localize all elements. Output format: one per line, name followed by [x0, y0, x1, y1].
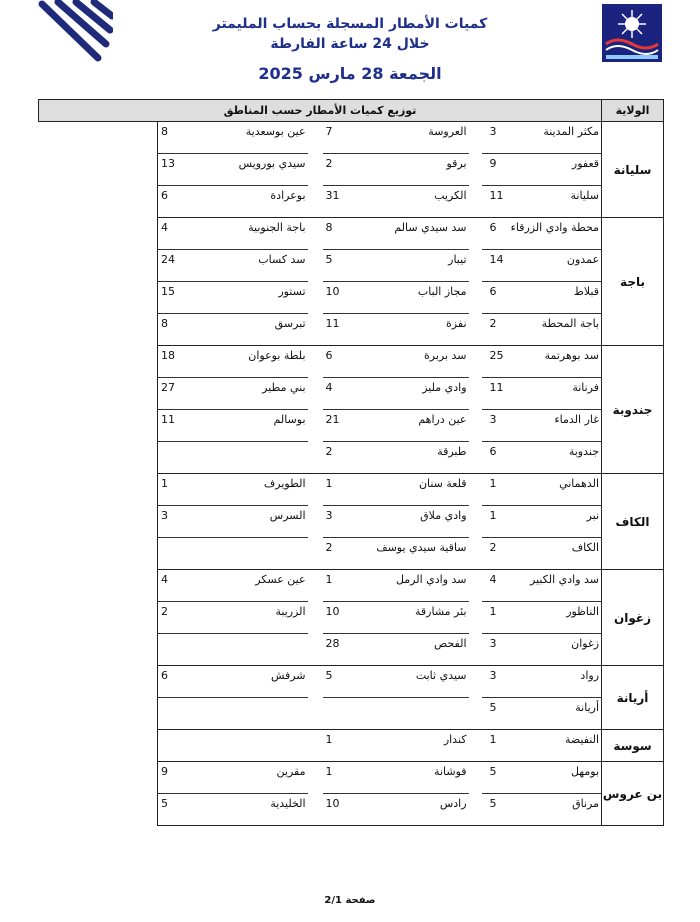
rainfall-value: 4: [482, 570, 510, 602]
rainfall-value: 11: [323, 314, 351, 346]
table-row: [39, 378, 664, 410]
table-row: [39, 410, 664, 442]
rainfall-value: 8: [323, 218, 351, 250]
rainfall-value: [323, 698, 351, 730]
table-row: [39, 762, 664, 794]
rainfall-value: 3: [482, 410, 510, 442]
station-name: تبرسق: [188, 314, 308, 346]
rainfall-value: 2: [323, 442, 351, 474]
station-name: [188, 634, 308, 666]
rainfall-value: 3: [482, 666, 510, 698]
station-name: وادي مليز: [351, 378, 469, 410]
station-name: مقرين: [188, 762, 308, 794]
station-name: الدهماني: [510, 474, 602, 506]
station-name: [188, 442, 308, 474]
column-gap: [308, 282, 323, 314]
rainfall-value: 5: [482, 794, 510, 826]
station-name: سيدي ثابت: [351, 666, 469, 698]
rainfall-table-body: [39, 122, 664, 826]
rainfall-value: 1: [323, 730, 351, 762]
column-gap: [469, 218, 482, 250]
rainfall-value: 3: [323, 506, 351, 538]
rainfall-value: 11: [158, 410, 188, 442]
column-gap: [308, 570, 323, 602]
column-gap: [308, 346, 323, 378]
rainfall-value: 1: [323, 474, 351, 506]
governorate-name: باجة: [602, 218, 664, 346]
station-name: العروسة: [351, 122, 469, 154]
column-gap: [469, 410, 482, 442]
station-name: سد وادي الكبير: [510, 570, 602, 602]
table-row: [39, 794, 664, 826]
governorate-name: أريانة: [602, 666, 664, 730]
column-gap: [308, 122, 323, 154]
station-name: جندوبة: [510, 442, 602, 474]
rainfall-value: 4: [323, 378, 351, 410]
table-row: [39, 346, 664, 378]
station-name: الطويرف: [188, 474, 308, 506]
table-row: [39, 570, 664, 602]
column-gap: [308, 474, 323, 506]
column-gap: [469, 186, 482, 218]
column-gap: [308, 314, 323, 346]
table-row: [39, 506, 664, 538]
column-gap: [469, 634, 482, 666]
column-gap: [469, 570, 482, 602]
column-gap: [469, 666, 482, 698]
column-gap: [308, 602, 323, 634]
rainfall-value: 1: [482, 474, 510, 506]
column-gap: [469, 538, 482, 570]
station-name: بئر مشارقة: [351, 602, 469, 634]
column-gap: [469, 378, 482, 410]
rainfall-value: 10: [323, 282, 351, 314]
station-name: بوعرادة: [188, 186, 308, 218]
station-name: سد وادي الرمل: [351, 570, 469, 602]
column-gap: [308, 218, 323, 250]
column-gap: [308, 250, 323, 282]
rainfall-value: 24: [158, 250, 188, 282]
rainfall-value: 13: [158, 154, 188, 186]
rainfall-value: 2: [323, 538, 351, 570]
station-name: زغوان: [510, 634, 602, 666]
column-gap: [308, 634, 323, 666]
station-name: باجة المحطة: [510, 314, 602, 346]
station-name: السرس: [188, 506, 308, 538]
rainfall-value: 15: [158, 282, 188, 314]
station-name: غار الدماء: [510, 410, 602, 442]
station-name: مرناق: [510, 794, 602, 826]
station-name: مجاز الباب: [351, 282, 469, 314]
rainfall-value: 21: [323, 410, 351, 442]
rainfall-value: 8: [158, 122, 188, 154]
column-gap: [469, 346, 482, 378]
governorate-name: جندوبة: [602, 346, 664, 474]
table-row: [39, 154, 664, 186]
station-name: الناظور: [510, 602, 602, 634]
station-name: عين عسكر: [188, 570, 308, 602]
report-date: الجمعة 28 مارس 2025: [258, 64, 442, 83]
table-row: [39, 730, 664, 762]
rainfall-value: 5: [323, 250, 351, 282]
column-gap: [469, 474, 482, 506]
station-name: محطة وادي الزرقاء: [510, 218, 602, 250]
rainfall-value: 2: [323, 154, 351, 186]
rainfall-value: 8: [158, 314, 188, 346]
station-name: نبر: [510, 506, 602, 538]
column-gap: [308, 442, 323, 474]
table-row: [39, 602, 664, 634]
table-row: [39, 282, 664, 314]
station-name: الزريبة: [188, 602, 308, 634]
station-name: سليانة: [510, 186, 602, 218]
column-gap: [469, 794, 482, 826]
station-name: فرنانة: [510, 378, 602, 410]
station-name: برقو: [351, 154, 469, 186]
column-gap: [308, 762, 323, 794]
station-name: بومهل: [510, 762, 602, 794]
station-name: سد كساب: [188, 250, 308, 282]
station-name: نفزة: [351, 314, 469, 346]
table-row: [39, 666, 664, 698]
column-gap: [308, 378, 323, 410]
table-row: [39, 538, 664, 570]
table-row: [39, 474, 664, 506]
station-name: طبرقة: [351, 442, 469, 474]
column-gap: [308, 698, 323, 730]
rainfall-value: 5: [323, 666, 351, 698]
governorate-name: سوسة: [602, 730, 664, 762]
column-gap: [469, 122, 482, 154]
rainfall-value: 9: [482, 154, 510, 186]
rainfall-value: 5: [482, 698, 510, 730]
page-number: صفحة 2/1: [324, 895, 376, 906]
rainfall-value: 7: [323, 122, 351, 154]
rainfall-value: 28: [323, 634, 351, 666]
rainfall-value: 9: [158, 762, 188, 794]
station-name: وادي ملاق: [351, 506, 469, 538]
institut-meteorologie-logo: [602, 4, 662, 62]
station-name: شرفش: [188, 666, 308, 698]
column-gap: [308, 410, 323, 442]
regions-header: توزيع كميات الأمطار حسب المناطق: [39, 100, 602, 122]
rainfall-value: [158, 730, 188, 762]
station-name: قعفور: [510, 154, 602, 186]
rainfall-value: 1: [482, 602, 510, 634]
column-gap: [308, 538, 323, 570]
column-gap: [308, 154, 323, 186]
table-row: [39, 250, 664, 282]
station-name: أريانة: [510, 698, 602, 730]
table-row: [39, 634, 664, 666]
column-gap: [469, 314, 482, 346]
station-name: الفحص: [351, 634, 469, 666]
rainfall-value: 6: [482, 442, 510, 474]
table-row: [39, 698, 664, 730]
station-name: [188, 730, 308, 762]
column-gap: [469, 506, 482, 538]
station-name: [188, 698, 308, 730]
rainfall-value: 10: [323, 794, 351, 826]
rainfall-value: 3: [482, 122, 510, 154]
rainfall-value: 6: [323, 346, 351, 378]
table-row: [39, 218, 664, 250]
rainfall-value: 3: [158, 506, 188, 538]
governorate-name: الكاف: [602, 474, 664, 570]
rainfall-value: 1: [323, 570, 351, 602]
table-row: [39, 442, 664, 474]
station-name: [351, 698, 469, 730]
station-name: مكثر المدينة: [510, 122, 602, 154]
rainfall-value: 31: [323, 186, 351, 218]
column-gap: [308, 186, 323, 218]
rainfall-value: 1: [482, 506, 510, 538]
rainfall-value: [158, 442, 188, 474]
report-title: كميات الأمطار المسجلة بحساب المليمتر: [212, 16, 488, 32]
rainfall-value: 4: [158, 218, 188, 250]
station-name: سد بربرة: [351, 346, 469, 378]
rainfall-value: 25: [482, 346, 510, 378]
station-name: عين دراهم: [351, 410, 469, 442]
station-name: سيدي بورويس: [188, 154, 308, 186]
table-row: [39, 122, 664, 154]
column-gap: [469, 154, 482, 186]
governorate-name: بن عروس: [602, 762, 664, 826]
station-name: رادس: [351, 794, 469, 826]
column-gap: [469, 250, 482, 282]
station-name: رواد: [510, 666, 602, 698]
station-name: كندار: [351, 730, 469, 762]
station-name: تيبار: [351, 250, 469, 282]
station-name: ساقية سيدي يوسف: [351, 538, 469, 570]
rainfall-value: 2: [158, 602, 188, 634]
column-gap: [469, 698, 482, 730]
station-name: سد بوهرتمة: [510, 346, 602, 378]
rainfall-value: 11: [482, 378, 510, 410]
column-gap: [469, 730, 482, 762]
rainfall-table: [38, 99, 664, 826]
station-name: عمدون: [510, 250, 602, 282]
rainfall-value: 4: [158, 570, 188, 602]
station-name: تستور: [188, 282, 308, 314]
rainfall-value: 1: [158, 474, 188, 506]
station-name: سد سيدي سالم: [351, 218, 469, 250]
station-name: قلعة سنان: [351, 474, 469, 506]
rainfall-value: 5: [158, 794, 188, 826]
station-name: [188, 538, 308, 570]
rainfall-value: 5: [482, 762, 510, 794]
rainfall-value: 10: [323, 602, 351, 634]
rainfall-value: 2: [482, 314, 510, 346]
governorate-name: سليانة: [602, 122, 664, 218]
rainfall-value: 11: [482, 186, 510, 218]
station-name: النفيضة: [510, 730, 602, 762]
column-gap: [469, 442, 482, 474]
column-gap: [308, 730, 323, 762]
rainfall-value: 6: [482, 218, 510, 250]
report-subtitle: خلال 24 ساعة الفارطة: [270, 36, 430, 52]
column-gap: [469, 602, 482, 634]
governorate-name: زغوان: [602, 570, 664, 666]
rainfall-value: 2: [482, 538, 510, 570]
station-name: الكاف: [510, 538, 602, 570]
rainfall-value: 18: [158, 346, 188, 378]
station-name: عين بوسعدية: [188, 122, 308, 154]
station-name: باجة الجنوبية: [188, 218, 308, 250]
column-gap: [469, 762, 482, 794]
rainfall-value: [158, 634, 188, 666]
rainfall-value: 6: [158, 186, 188, 218]
station-name: قبلاط: [510, 282, 602, 314]
column-gap: [308, 794, 323, 826]
column-gap: [469, 282, 482, 314]
rainfall-value: 1: [323, 762, 351, 794]
rainfall-value: 14: [482, 250, 510, 282]
column-gap: [308, 666, 323, 698]
table-row: [39, 314, 664, 346]
rainfall-value: 3: [482, 634, 510, 666]
rainfall-value: [158, 698, 188, 730]
station-name: فوشانة: [351, 762, 469, 794]
rainfall-value: [158, 538, 188, 570]
station-name: الكريب: [351, 186, 469, 218]
rainfall-value: 27: [158, 378, 188, 410]
station-name: بوسالم: [188, 410, 308, 442]
station-name: بلطة بوعوان: [188, 346, 308, 378]
rainfall-value: 6: [158, 666, 188, 698]
station-name: الخليدية: [188, 794, 308, 826]
rainfall-value: 6: [482, 282, 510, 314]
governorate-header: الولاية: [602, 100, 664, 122]
rainfall-value: 1: [482, 730, 510, 762]
station-name: بني مطير: [188, 378, 308, 410]
table-row: [39, 186, 664, 218]
column-gap: [308, 506, 323, 538]
